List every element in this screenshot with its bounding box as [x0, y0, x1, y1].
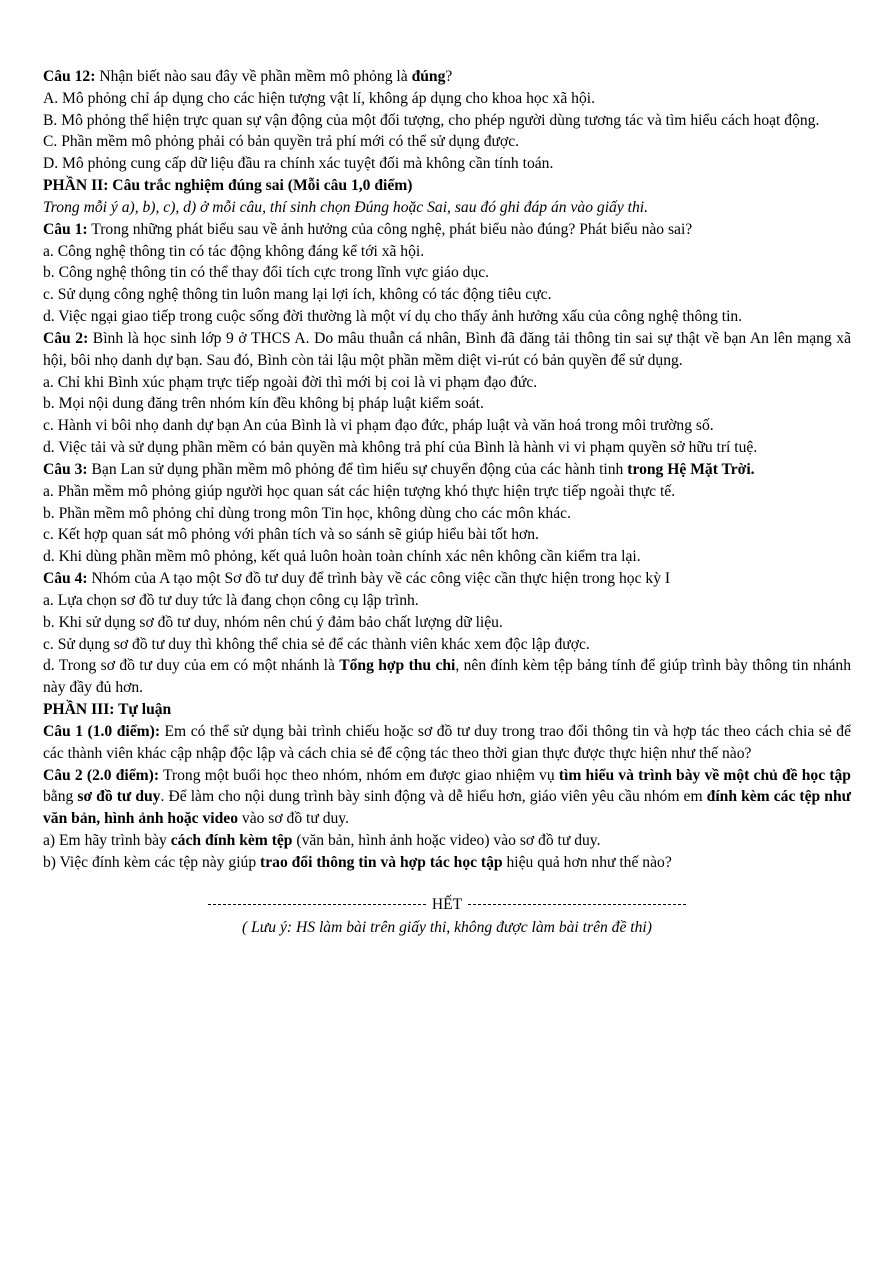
- p3-q2: [43, 765, 851, 830]
- end-right-dashes: [468, 904, 686, 905]
- p2-q3-option-a: a. Phần mềm mô phỏng giúp người học quan sát các hiện tượng khó thực hiện trực tiếp ngoài thực tế.: [43, 482, 676, 500]
- p2-q4-option-d: [43, 655, 851, 699]
- p2-q3-stem: [43, 459, 851, 481]
- p2-q2-stem: [43, 328, 851, 372]
- p2-q4-option-c: c. Sử dụng sơ đồ tư duy thì không thể chia sẻ để các thành viên khác xem độc lập được.: [43, 635, 590, 653]
- p3-qa-emphasis: cách đính kèm tệp: [170, 831, 293, 849]
- p2-q4-text: Nhóm của A tạo một Sơ đồ tư duy để trình bày về các công việc cần thực hiện trong học kỳ I: [87, 570, 671, 588]
- p2-q4-option-a: a. Lựa chọn sơ đồ tư duy tức là đang chọn công cụ lập trình.: [43, 591, 419, 609]
- p3-q2-emphasis-3: đính kèm các tệp như văn bản, hình ảnh hoặc video: [43, 788, 851, 828]
- p2-q4-d-emphasis: Tổng hợp thu chi: [339, 657, 456, 675]
- p2-q1-option-a: a. Công nghệ thông tin có tác động không đáng kể tới xã hội.: [43, 242, 425, 260]
- q12-option-c: C. Phần mềm mô phỏng phải có bản quyền trả phí mới có thể sử dụng được.: [43, 133, 520, 151]
- p2-q3-label: Câu 3:: [43, 460, 88, 478]
- p2-q2-text: Bình là học sinh lớp 9 ở THCS A. Do mâu thuẫn cá nhân, Bình đã đăng tải thông tin sai sự thật về bạn An lên mạng xã hội, bôi nhọ danh dự bạn. Sau đó, Bình còn tải lậu một phần mềm diệt vi-rút có bản quyền để sử dụng.: [43, 329, 851, 369]
- p3-q2-text-4: vào sơ đồ tư duy.: [238, 810, 349, 828]
- p2-q3-option-d: d. Khi dùng phần mềm mô phỏng, kết quả luôn hoàn toàn chính xác nên không cần kiểm tra lại.: [43, 548, 641, 566]
- p2-q2-option-d: d. Việc tải và sử dụng phần mềm có bản quyền mà không trả phí của Bình là hành vi vi phạm quyền sở hữu trí tuệ.: [43, 439, 758, 457]
- part2-instruction: Trong mỗi ý a), b), c), d) ở mỗi câu, thí sinh chọn Đúng hoặc Sai, sau đó ghi đáp án vào giấy thi.: [43, 198, 649, 216]
- p3-q2-emphasis-2: sơ đồ tư duy: [77, 788, 161, 806]
- end-left-dashes: [208, 904, 426, 905]
- p2-q1-option-c: c. Sử dụng công nghệ thông tin luôn mang lại lợi ích, không có tác động tiêu cực.: [43, 286, 552, 304]
- p2-q3-emphasis: trong Hệ Mặt Trời.: [627, 460, 755, 478]
- p2-q1-option-d: d. Việc ngại giao tiếp trong cuộc sống đời thường là một ví dụ cho thấy ảnh hưởng xấu của công nghệ thông tin.: [43, 308, 743, 326]
- p3-qa-text-1: a) Em hãy trình bày: [43, 831, 171, 849]
- p2-q2-label: Câu 2:: [43, 329, 89, 347]
- p3-q2-part-b: [43, 852, 851, 874]
- p3-qb-emphasis: trao đổi thông tin và hợp tác học tập: [260, 853, 503, 871]
- end-marker: [43, 894, 851, 916]
- q12-label: Câu 12:: [43, 68, 96, 85]
- p2-q1-stem: [43, 219, 851, 241]
- q12-option-d: D. Mô phỏng cung cấp dữ liệu đầu ra chính xác tuyệt đối mà không cần tính toán.: [43, 155, 554, 173]
- p2-q3-option-b: b. Phần mềm mô phỏng chỉ dùng trong môn Tin học, không dùng cho các môn khác.: [43, 504, 571, 522]
- p3-qa-text-2: (văn bản, hình ảnh hoặc video) vào sơ đồ tư duy.: [292, 831, 601, 849]
- part3-heading: PHẦN III: Tự luận: [43, 701, 172, 719]
- p3-qb-text-1: b) Việc đính kèm các tệp này giúp: [43, 853, 261, 871]
- p2-q4-d-text: d. Trong sơ đồ tư duy của em có một nhánh là: [43, 657, 340, 675]
- p3-q1-text: Em có thể sử dụng bài trình chiếu hoặc sơ đồ tư duy trong trao đổi thông tin và hợp tác theo cách chia sẻ để các thành viên khác cập nhập độc lập và cách chia sẻ để cộng tác theo thời gian thực được thực hiện như thế nào?: [43, 722, 851, 762]
- p3-q2-text-1: Trong một buổi học theo nhóm, nhóm em được giao nhiệm vụ: [159, 766, 559, 784]
- q12-stem: [43, 66, 851, 88]
- p2-q4-stem: [43, 568, 851, 590]
- p2-q1-option-b: b. Công nghệ thông tin có thể thay đổi tích cực trong lĩnh vực giáo dục.: [43, 264, 490, 282]
- part2-heading: PHẦN II: Câu trắc nghiệm đúng sai (Mỗi câu 1,0 điểm): [43, 177, 413, 195]
- p3-q2-part-a: [43, 830, 851, 852]
- p3-q1: [43, 721, 851, 765]
- q12-text: Nhận biết nào sau đây về phần mềm mô phỏng là: [99, 68, 408, 85]
- p2-q2-option-c: c. Hành vi bôi nhọ danh dự bạn An của Bình là vi phạm đạo đức, pháp luật và văn hoá trong môi trường số.: [43, 417, 714, 435]
- p3-q2-label: Câu 2 (2.0 điểm):: [43, 766, 160, 784]
- q12-emphasis: đúng: [411, 68, 446, 85]
- p3-q2-emphasis-1: tìm hiểu và trình bày về một chủ đề học tập: [558, 766, 851, 784]
- p2-q4-d-end: , nên đính kèm tệp bảng tính để giúp trình bày thông tin nhánh này đầy đủ hơn.: [43, 657, 851, 697]
- p3-q2-text-3: . Để làm cho nội dung trình bày sinh động và dễ hiểu hơn, giáo viên yêu cầu nhóm em: [160, 788, 707, 806]
- p2-q4-option-b: b. Khi sử dụng sơ đồ tư duy, nhóm nên chú ý đảm bảo chất lượng dữ liệu.: [43, 613, 503, 631]
- p2-q3-option-c: c. Kết hợp quan sát mô phỏng với phân tích và so sánh sẽ giúp hiểu bài tốt hơn.: [43, 526, 539, 544]
- p2-q1-label: Câu 1:: [43, 220, 88, 238]
- p3-q1-label: Câu 1 (1.0 điểm):: [43, 722, 161, 740]
- p2-q1-text: Trong những phát biểu sau về ảnh hưởng của công nghệ, phát biểu nào đúng? Phát biểu nào sai?: [87, 220, 693, 238]
- exam-note: ( Lưu ý: HS làm bài trên giấy thi, không được làm bài trên đề thi): [242, 919, 652, 937]
- p3-q2-text-2: bằng: [43, 788, 78, 806]
- p2-q4-label: Câu 4:: [43, 570, 88, 588]
- p3-qb-text-2: hiệu quả hơn như thế nào?: [502, 853, 672, 871]
- q12-option-b: B. Mô phỏng thể hiện trực quan sự vận động của một đối tượng, cho phép người dùng tương tác và tìm hiểu cách hoạt động.: [43, 111, 820, 129]
- p2-q2-option-a: a. Chỉ khi Bình xúc phạm trực tiếp ngoài đời thì mới bị coi là vi phạm đạo đức.: [43, 373, 538, 391]
- q12-end: ?: [445, 68, 453, 85]
- p2-q2-option-b: b. Mọi nội dung đăng trên nhóm kín đều không bị pháp luật kiểm soát.: [43, 395, 484, 413]
- q12-option-a: A. Mô phỏng chỉ áp dụng cho các hiện tượng vật lí, không áp dụng cho khoa học xã hội.: [43, 89, 595, 107]
- p2-q3-text: Bạn Lan sử dụng phần mềm mô phỏng để tìm hiểu sự chuyển động của các hành tinh: [87, 460, 628, 478]
- end-text: HẾT: [431, 895, 463, 913]
